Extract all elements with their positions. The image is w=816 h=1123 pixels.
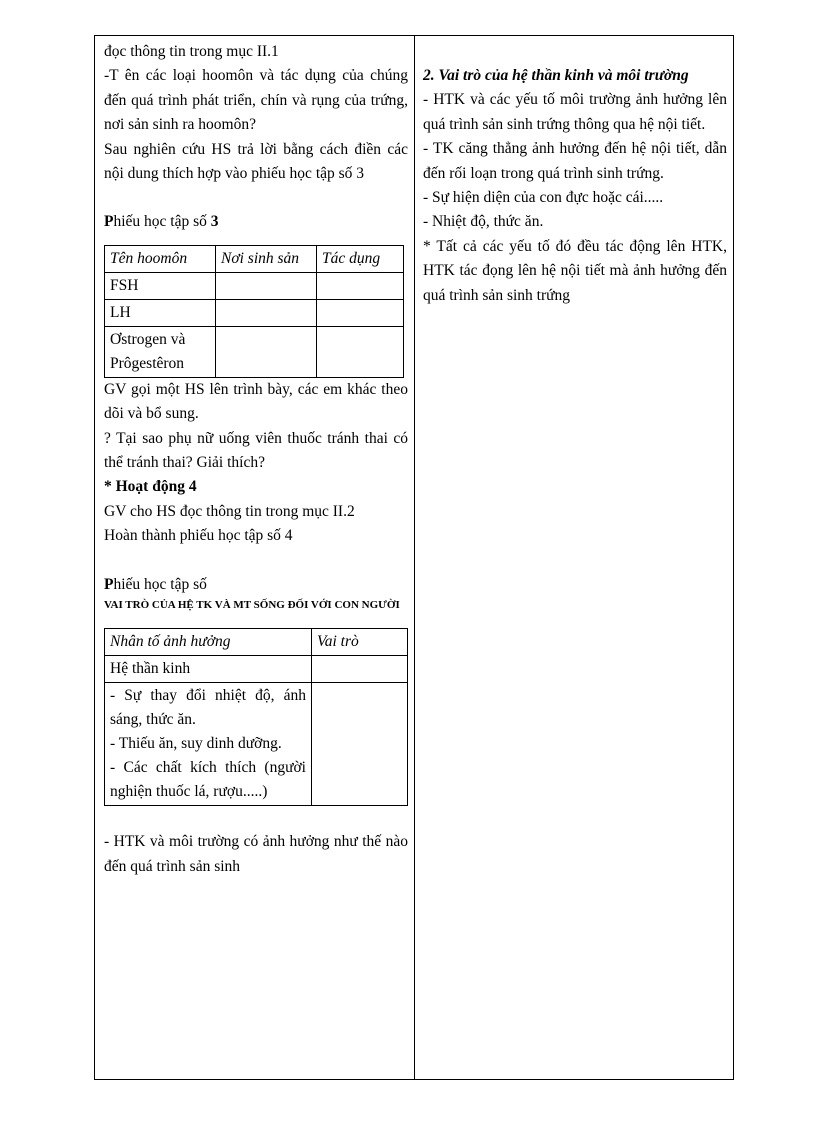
content-column	[415, 36, 733, 1079]
section-heading: 2. Vai trò của hệ thần kinh và môi trường	[423, 67, 689, 84]
sheet-3-title: Phiếu học tập số 3	[104, 213, 219, 231]
paragraph: -T ên các loại hoomôn và tác dụng của chúng đến quá trình phát triển, chín và rụng của trứng, nơi sản sinh ra hoomôn?	[104, 67, 408, 134]
table-header: Tác dụng	[317, 245, 404, 272]
activity-heading: * Hoạt động 4	[104, 478, 197, 496]
table-cell	[216, 326, 317, 377]
paragraph: - TK căng thẳng ảnh hưởng đến hệ nội tiết, dẫn đến rối loạn trong quá trình sinh trứng.	[423, 140, 727, 182]
paragraph: - HTK và môi trường có ảnh hưởng như thế nào đến quá trình sản sinh	[104, 833, 408, 875]
paragraph: Hoàn thành phiếu học tập số 4	[104, 527, 293, 545]
worksheet-3-table	[104, 245, 404, 378]
table-header: Vai trò	[312, 629, 408, 656]
table-cell: Ơstrogen và Prôgestêron	[105, 326, 216, 377]
table-header: Tên hoomôn	[105, 245, 216, 272]
factor-line: - Các chất kích thích (người nghiện thuốc lá, rượu.....)	[110, 759, 306, 801]
table-cell: FSH	[105, 272, 216, 299]
paragraph: - HTK và các yếu tố môi trường ảnh hưởng lên quá trình sản sinh trứng thông qua hệ nội tiết.	[423, 91, 727, 133]
paragraph: - Sự hiện diện của con đực hoặc cái.....	[423, 189, 664, 207]
table-cell	[312, 683, 408, 806]
paragraph: * Tất cả các yếu tố đó đều tác động lên HTK, HTK tác đọng lên hệ nội tiết mà ảnh hưởng đến quá trình sản sinh trứng	[423, 237, 727, 304]
sheet-3-prefix: hiếu học tập số	[113, 213, 211, 231]
factor-line: - Thiếu ăn, suy dinh dưỡng.	[110, 735, 282, 753]
teacher-activity-column	[95, 36, 415, 1079]
paragraph: Sau nghiên cứu HS trả lời bằng cách điền các nội dung thích hợp vào phiếu học tập số 3	[104, 140, 408, 183]
lesson-table	[94, 35, 734, 1080]
table-cell	[317, 272, 404, 299]
table-cell	[105, 683, 312, 806]
table-cell	[216, 272, 317, 299]
table-header: Nhân tố ảnh hưởng	[105, 629, 312, 656]
paragraph: GV cho HS đọc thông tin trong mục II.2	[104, 502, 355, 520]
paragraph: GV gọi một HS lên trình bày, các em khác theo dõi và bổ sung.	[104, 380, 408, 423]
worksheet-4-table	[104, 628, 408, 806]
table-cell	[312, 656, 408, 683]
paragraph: ? Tại sao phụ nữ uống viên thuốc tránh thai có thể tránh thai? Giải thích?	[104, 429, 408, 472]
table-header: Nơi sinh sản	[216, 245, 317, 272]
sheet-3-number: 3	[210, 213, 219, 231]
table-cell: Hệ thần kinh	[105, 656, 312, 683]
table-cell: LH	[105, 299, 216, 326]
table-cell	[216, 299, 317, 326]
paragraph: đọc thông tin trong mục II.1	[104, 43, 279, 60]
table-cell	[317, 299, 404, 326]
table-cell	[317, 326, 404, 377]
sheet-4-title: Phiếu học tập số	[104, 575, 207, 593]
sheet-4-subtitle: VAI TRÒ CỦA HỆ TK VÀ MT SỐNG ĐỐI VỚI CON NGƯỜI	[104, 599, 400, 612]
factor-line: - Sự thay đổi nhiệt độ, ánh sáng, thức ăn.	[110, 687, 306, 729]
paragraph: - Nhiệt độ, thức ăn.	[423, 213, 544, 231]
